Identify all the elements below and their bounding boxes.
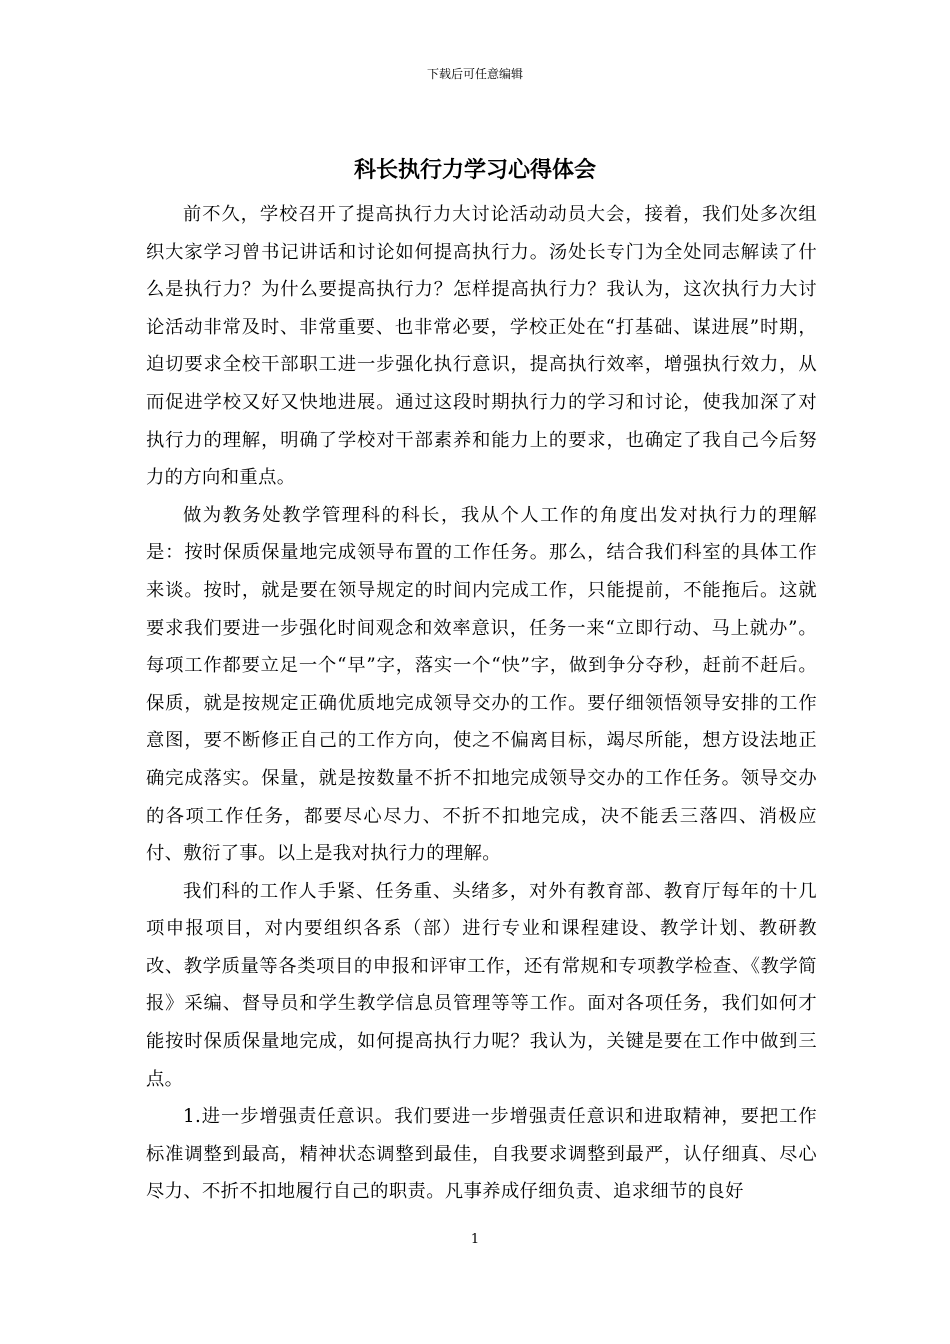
page-number: 1 — [470, 1232, 480, 1247]
paragraph: 我们科的工作人手紧、任务重、头绪多，对外有教育部、教育厅每年的十几项申报项目，对内要组织各系（部）进行专业和课程建设、教学计划、教研教改、教学质量等各类项目的申报和评审工作，还有常规和专项教学检查、《教学简报》采编、督导员和学生教学信息员管理等等工作。面对各项任务，我们如何才能按时保质保量地完成，如何提高执行力呢？我认为，关键是要在工作中做到三点。 — [146, 880, 817, 1090]
document-body — [146, 196, 817, 1211]
paragraph: 1.进一步增强责任意识。我们要进一步增强责任意识和进取精神，要把工作标准调整到最高，精神状态调整到最佳，自我要求调整到最严，认仔细真、尽心尽力、不折不扣地履行自己的职责。凡事养成仔细负责、追求细节的良好 — [146, 1106, 817, 1203]
header-note: 下载后可任意编辑 — [426, 67, 523, 81]
paragraph: 做为教务处教学管理科的科长，我从个人工作的角度出发对执行力的理解是：按时保质保量地完成领导布置的工作任务。那么，结合我们科室的具体工作来谈。按时，就是要在领导规定的时间内完成工作，只能提前，不能拖后。这就要求我们要进一步强化时间观念和效率意识，任务一来“立即行动、马上就办”。每项工作都要立足一个“早”字，落实一个“快”字，做到争分夺秒，赶前不赶后。保质，就是按规定正确优质地完成领导交办的工作。要仔细领悟领导安排的工作意图，要不断修正自己的工作方向，使之不偏离目标，竭尽所能，想方设法地正确完成落实。保量，就是按数量不折不扣地完成领导交办的工作任务。领导交办的各项工作任务，都要尽心尽力、不折不扣地完成，决不能丢三落四、消极应付、敷衍了事。以上是我对执行力的理解。 — [146, 504, 817, 865]
paragraph: 前不久，学校召开了提高执行力大讨论活动动员大会，接着，我们处多次组织大家学习曾书记讲话和讨论如何提高执行力。汤处长专门为全处同志解读了什么是执行力？为什么要提高执行力？怎样提高执行力？我认为，这次执行力大讨论活动非常及时、非常重要、也非常必要，学校正处在“打基础、谋进展”时期，迫切要求全校干部职工进一步强化执行意识，提高执行效率，增强执行效力，从而促进学校又好又快地进展。通过这段时期执行力的学习和讨论，使我加深了对执行力的理解，明确了学校对干部素养和能力上的要求，也确定了我自己今后努力的方向和重点。 — [146, 204, 817, 489]
document-title: 科长执行力学习心得体会 — [353, 157, 596, 183]
